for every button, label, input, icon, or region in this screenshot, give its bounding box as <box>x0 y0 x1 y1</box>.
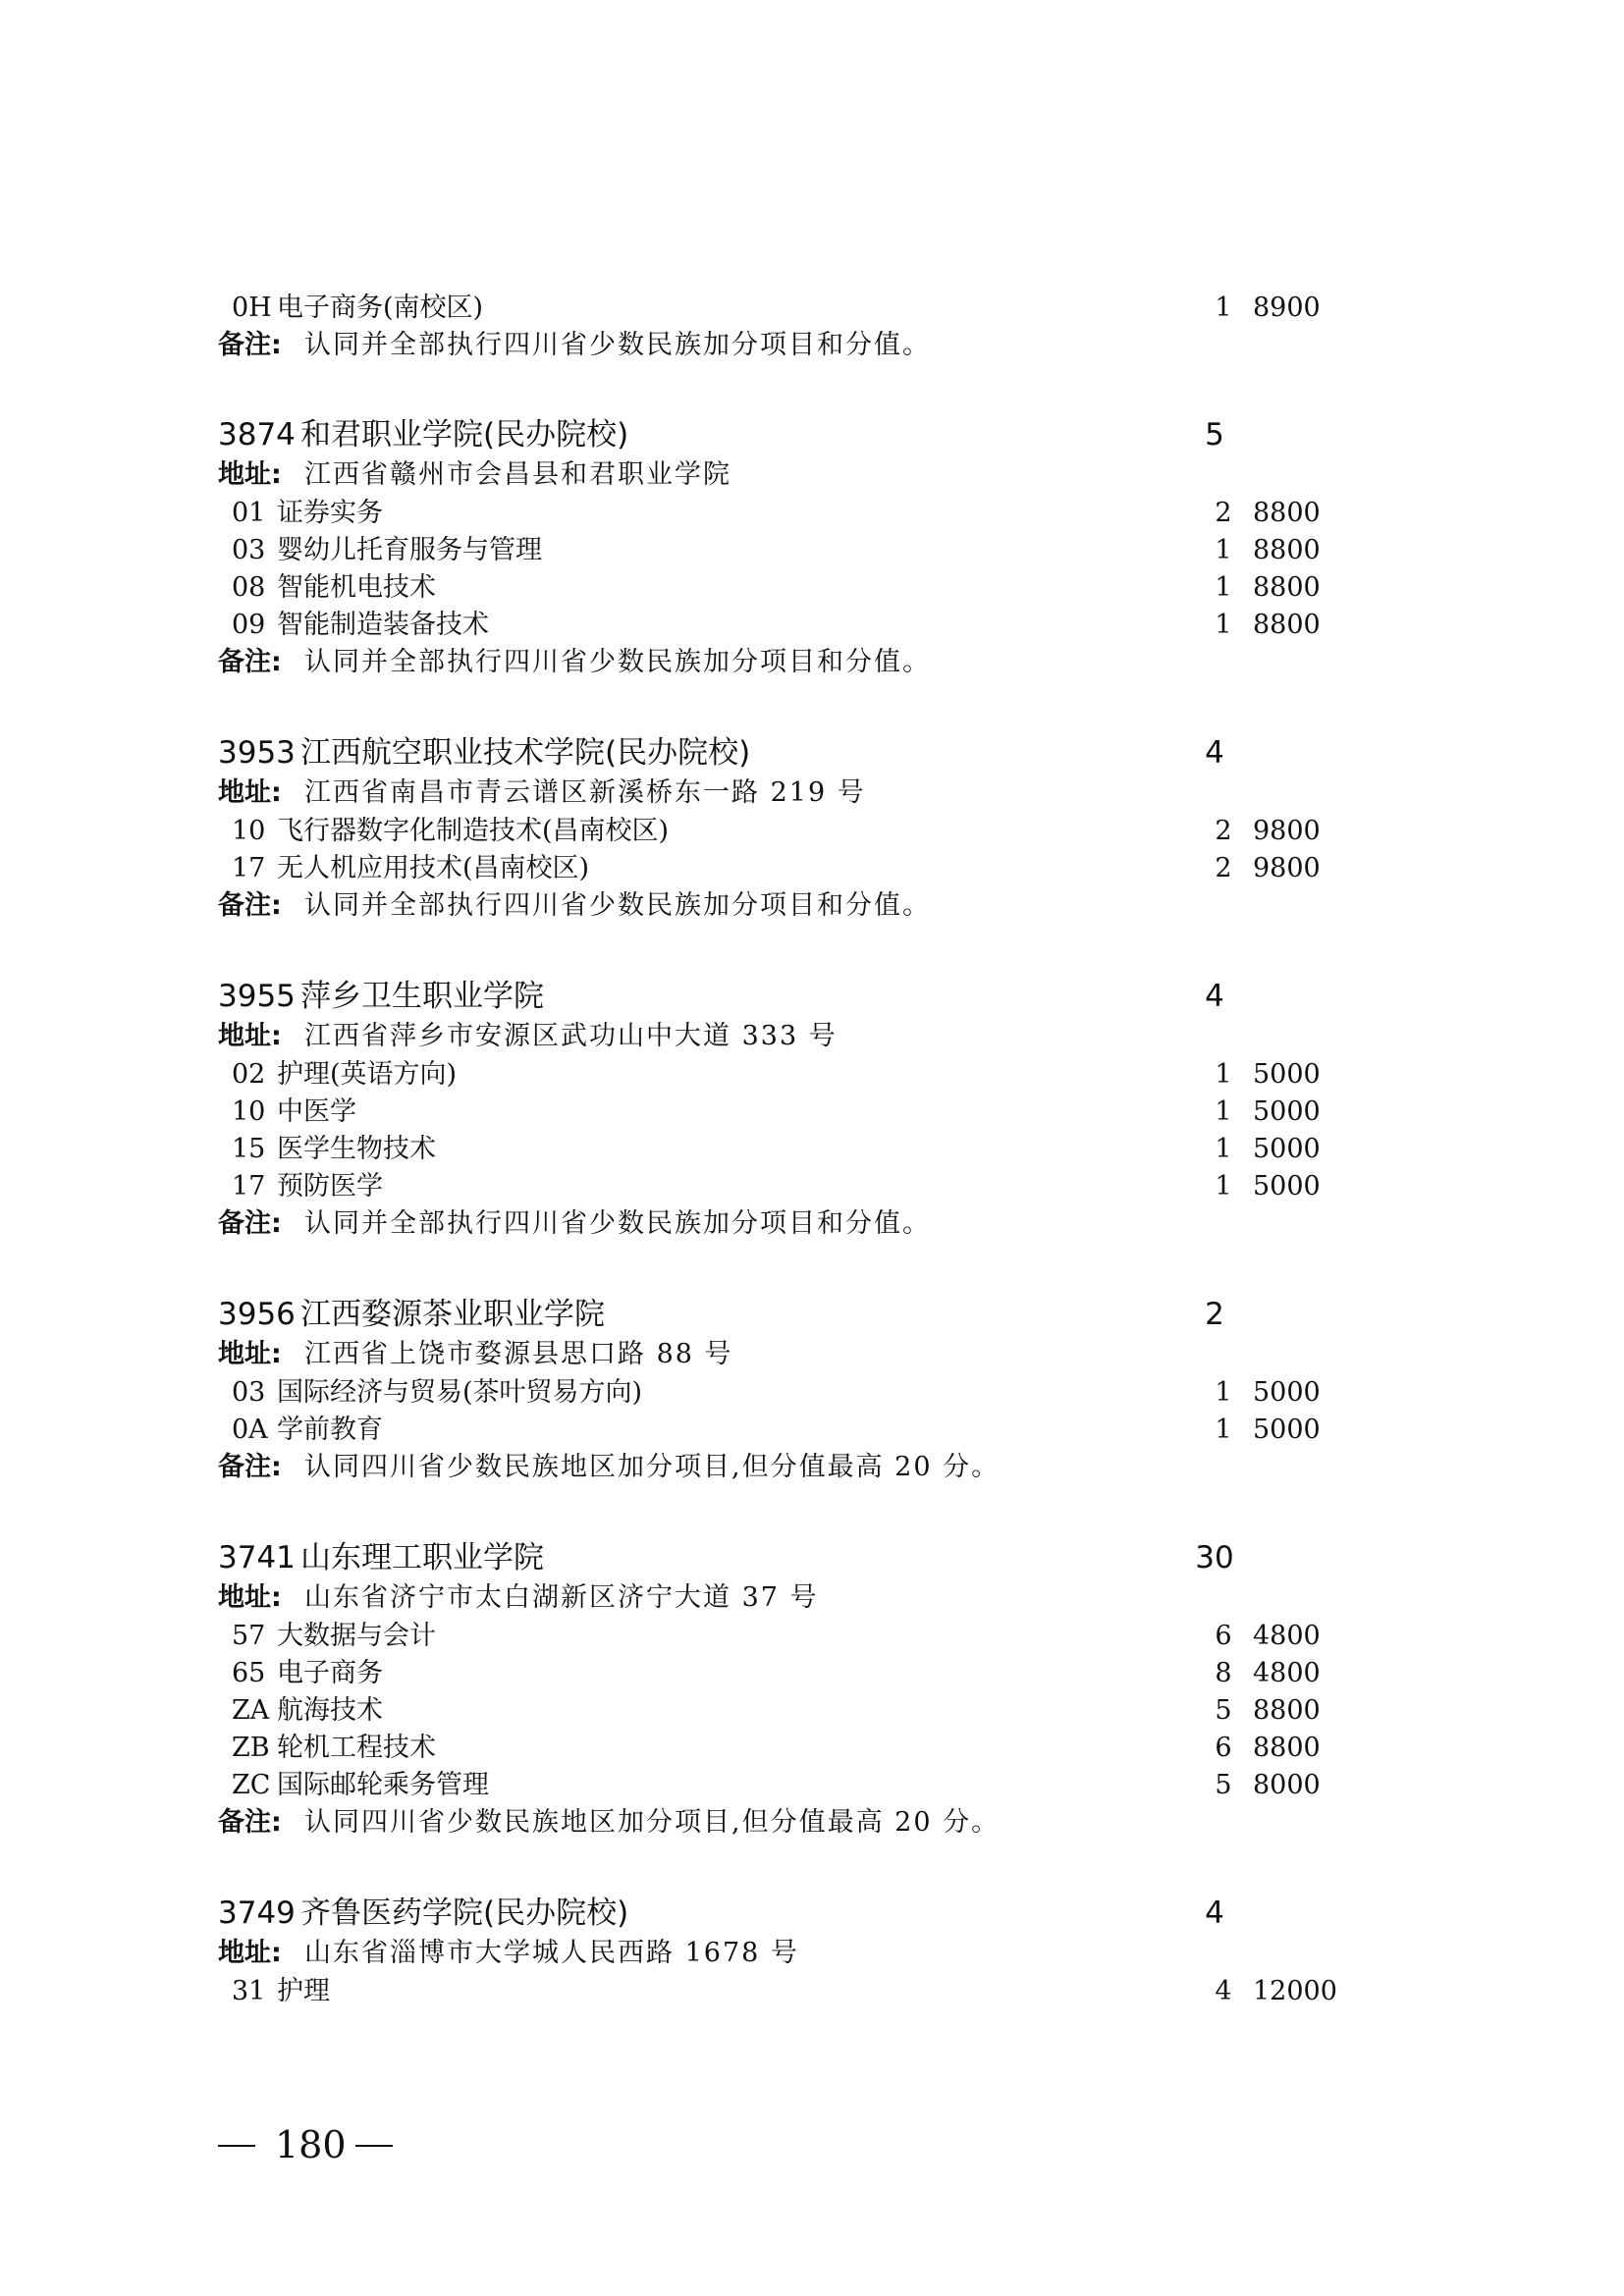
major-code: 65 <box>232 1658 266 1688</box>
school-code: 3874 <box>218 417 296 453</box>
school-total: 4 <box>1205 735 1224 771</box>
major-fee: 8800 <box>1253 572 1321 603</box>
major-name: 电子商务(南校区) <box>277 293 484 323</box>
address-label: 地址: <box>218 1938 282 1968</box>
major-code: 31 <box>232 1976 266 2006</box>
major-row <box>218 290 1347 327</box>
major-count: 2 <box>1215 853 1232 883</box>
major-name: 轮机工程技术 <box>277 1733 436 1763</box>
major-name: 国际邮轮乘务管理 <box>277 1770 489 1800</box>
major-fee: 8900 <box>1253 293 1321 323</box>
school-total: 4 <box>1205 1896 1224 1931</box>
address-row <box>218 774 1347 812</box>
major-name: 学前教育 <box>277 1415 383 1445</box>
major-fee: 5000 <box>1253 1096 1321 1127</box>
major-name: 航海技术 <box>277 1695 383 1726</box>
school-total: 2 <box>1205 1297 1224 1332</box>
major-fee: 5000 <box>1253 1059 1321 1090</box>
major-count: 1 <box>1215 535 1232 565</box>
school-header <box>218 1895 1347 1932</box>
major-row <box>218 1412 1347 1449</box>
major-row <box>218 495 1347 532</box>
major-count: 1 <box>1215 610 1232 640</box>
note-label: 备注: <box>218 1452 282 1482</box>
major-row <box>218 532 1347 569</box>
major-code: 02 <box>232 1059 266 1090</box>
major-count: 1 <box>1215 293 1232 323</box>
major-code: 0H <box>232 293 272 323</box>
major-count: 6 <box>1215 1621 1232 1651</box>
note-row <box>218 1449 1347 1486</box>
major-name: 预防医学 <box>277 1171 383 1201</box>
major-fee: 8800 <box>1253 1695 1321 1726</box>
major-row <box>218 1056 1347 1094</box>
major-count: 4 <box>1215 1976 1232 2006</box>
major-row <box>218 1767 1347 1804</box>
major-code: 03 <box>232 535 266 565</box>
school-code: 3749 <box>218 1896 296 1931</box>
major-code: 17 <box>232 853 266 883</box>
note-row <box>218 1205 1347 1243</box>
major-code: ZB <box>232 1733 270 1763</box>
major-row <box>218 813 1347 850</box>
address-label: 地址: <box>218 459 282 490</box>
address-row <box>218 1579 1347 1617</box>
major-name: 国际经济与贸易(茶叶贸易方向) <box>277 1377 643 1408</box>
page-number-dash-left <box>218 2145 255 2147</box>
major-name: 大数据与会计 <box>277 1621 436 1651</box>
major-count: 1 <box>1215 1171 1232 1201</box>
major-name: 中医学 <box>277 1096 356 1127</box>
major-name: 智能机电技术 <box>277 572 436 603</box>
note-label: 备注: <box>218 890 282 921</box>
address-row <box>218 1018 1347 1055</box>
address-row <box>218 1935 1347 1972</box>
major-fee: 9800 <box>1253 853 1321 883</box>
school-name: 萍乡卫生职业学院 <box>300 979 544 1014</box>
major-name: 证券实务 <box>277 498 383 528</box>
major-fee: 5000 <box>1253 1415 1321 1445</box>
major-fee: 4800 <box>1253 1658 1321 1688</box>
school-code: 3956 <box>218 1297 296 1332</box>
note-row <box>218 1804 1347 1842</box>
major-count: 1 <box>1215 1377 1232 1408</box>
major-code: 10 <box>232 816 266 846</box>
page-number-dash-right <box>355 2145 393 2147</box>
school-header <box>218 1296 1347 1333</box>
address-text: 江西省赣州市会昌县和君职业学院 <box>304 459 731 490</box>
school-code: 3953 <box>218 735 296 771</box>
school-total: 30 <box>1195 1540 1234 1575</box>
major-fee: 8000 <box>1253 1770 1321 1800</box>
school-header <box>218 734 1347 772</box>
major-fee: 8800 <box>1253 1733 1321 1763</box>
note-label: 备注: <box>218 647 282 677</box>
major-count: 6 <box>1215 1733 1232 1763</box>
major-name: 无人机应用技术(昌南校区) <box>277 853 590 883</box>
address-text: 山东省淄博市大学城人民西路 1678 号 <box>304 1938 799 1968</box>
major-row <box>218 1374 1347 1412</box>
note-text: 认同并全部执行四川省少数民族加分项目和分值。 <box>304 890 931 921</box>
major-row <box>218 1131 1347 1168</box>
major-count: 1 <box>1215 1059 1232 1090</box>
major-fee: 8800 <box>1253 610 1321 640</box>
major-code: 15 <box>232 1134 266 1164</box>
major-name: 智能制造装备技术 <box>277 610 489 640</box>
school-name: 江西婺源茶业职业学院 <box>300 1297 605 1332</box>
school-header <box>218 1539 1347 1576</box>
major-name: 护理 <box>277 1976 330 2006</box>
major-code: 08 <box>232 572 266 603</box>
address-label: 地址: <box>218 777 282 808</box>
major-name: 电子商务 <box>277 1658 383 1688</box>
address-text: 江西省南昌市青云谱区新溪桥东一路 219 号 <box>304 777 866 808</box>
note-text: 认同四川省少数民族地区加分项目,但分值最高 20 分。 <box>304 1452 1001 1482</box>
page-number <box>218 2120 434 2169</box>
major-name: 飞行器数字化制造技术(昌南校区) <box>277 816 670 846</box>
major-code: ZA <box>232 1695 270 1726</box>
address-label: 地址: <box>218 1339 282 1369</box>
note-text: 认同并全部执行四川省少数民族加分项目和分值。 <box>304 647 931 677</box>
note-text: 认同并全部执行四川省少数民族加分项目和分值。 <box>304 330 931 360</box>
major-count: 5 <box>1215 1770 1232 1800</box>
major-row <box>218 569 1347 607</box>
note-label: 备注: <box>218 1807 282 1838</box>
major-name: 婴幼儿托育服务与管理 <box>277 535 542 565</box>
address-row <box>218 1336 1347 1373</box>
major-code: 0A <box>232 1415 268 1445</box>
major-count: 1 <box>1215 1096 1232 1127</box>
major-code: 10 <box>232 1096 266 1127</box>
school-total: 5 <box>1205 417 1224 453</box>
major-count: 1 <box>1215 572 1232 603</box>
note-row <box>218 327 1347 364</box>
address-text: 山东省济宁市太白湖新区济宁大道 37 号 <box>304 1582 819 1613</box>
note-text: 认同四川省少数民族地区加分项目,但分值最高 20 分。 <box>304 1807 1001 1838</box>
major-code: 57 <box>232 1621 266 1651</box>
major-count: 1 <box>1215 1134 1232 1164</box>
major-code: 09 <box>232 610 266 640</box>
major-row <box>218 1655 1347 1692</box>
major-row <box>218 607 1347 644</box>
major-count: 8 <box>1215 1658 1232 1688</box>
major-count: 5 <box>1215 1695 1232 1726</box>
major-code: 17 <box>232 1171 266 1201</box>
major-fee: 4800 <box>1253 1621 1321 1651</box>
major-fee: 9800 <box>1253 816 1321 846</box>
major-fee: 8800 <box>1253 535 1321 565</box>
major-name: 医学生物技术 <box>277 1134 436 1164</box>
school-code: 3955 <box>218 979 296 1014</box>
school-header <box>218 416 1347 454</box>
major-row <box>218 1618 1347 1655</box>
school-name: 齐鲁医药学院(民办院校) <box>300 1896 629 1931</box>
major-fee: 5000 <box>1253 1171 1321 1201</box>
major-row <box>218 1692 1347 1730</box>
school-code: 3741 <box>218 1540 296 1575</box>
major-count: 2 <box>1215 816 1232 846</box>
school-total: 4 <box>1205 979 1224 1014</box>
school-name: 和君职业学院(民办院校) <box>300 417 629 453</box>
school-header <box>218 978 1347 1015</box>
note-row <box>218 887 1347 925</box>
major-code: 01 <box>232 498 266 528</box>
major-count: 2 <box>1215 498 1232 528</box>
major-fee: 5000 <box>1253 1134 1321 1164</box>
note-label: 备注: <box>218 330 282 360</box>
major-code: ZC <box>232 1770 271 1800</box>
address-text: 江西省萍乡市安源区武功山中大道 333 号 <box>304 1021 838 1051</box>
address-row <box>218 456 1347 494</box>
school-name: 山东理工职业学院 <box>300 1540 544 1575</box>
major-fee: 5000 <box>1253 1377 1321 1408</box>
address-text: 江西省上饶市婺源县思口路 88 号 <box>304 1339 733 1369</box>
major-row <box>218 1973 1347 2010</box>
page-number-value: 180 <box>275 2123 347 2166</box>
note-text: 认同并全部执行四川省少数民族加分项目和分值。 <box>304 1208 931 1239</box>
major-row <box>218 850 1347 887</box>
school-name: 江西航空职业技术学院(民办院校) <box>300 735 751 771</box>
major-row <box>218 1730 1347 1767</box>
note-row <box>218 644 1347 681</box>
major-row <box>218 1168 1347 1205</box>
major-code: 03 <box>232 1377 266 1408</box>
note-label: 备注: <box>218 1208 282 1239</box>
address-label: 地址: <box>218 1582 282 1613</box>
major-fee: 8800 <box>1253 498 1321 528</box>
major-fee: 12000 <box>1253 1976 1337 2006</box>
major-count: 1 <box>1215 1415 1232 1445</box>
major-name: 护理(英语方向) <box>277 1059 458 1090</box>
major-row <box>218 1094 1347 1131</box>
address-label: 地址: <box>218 1021 282 1051</box>
